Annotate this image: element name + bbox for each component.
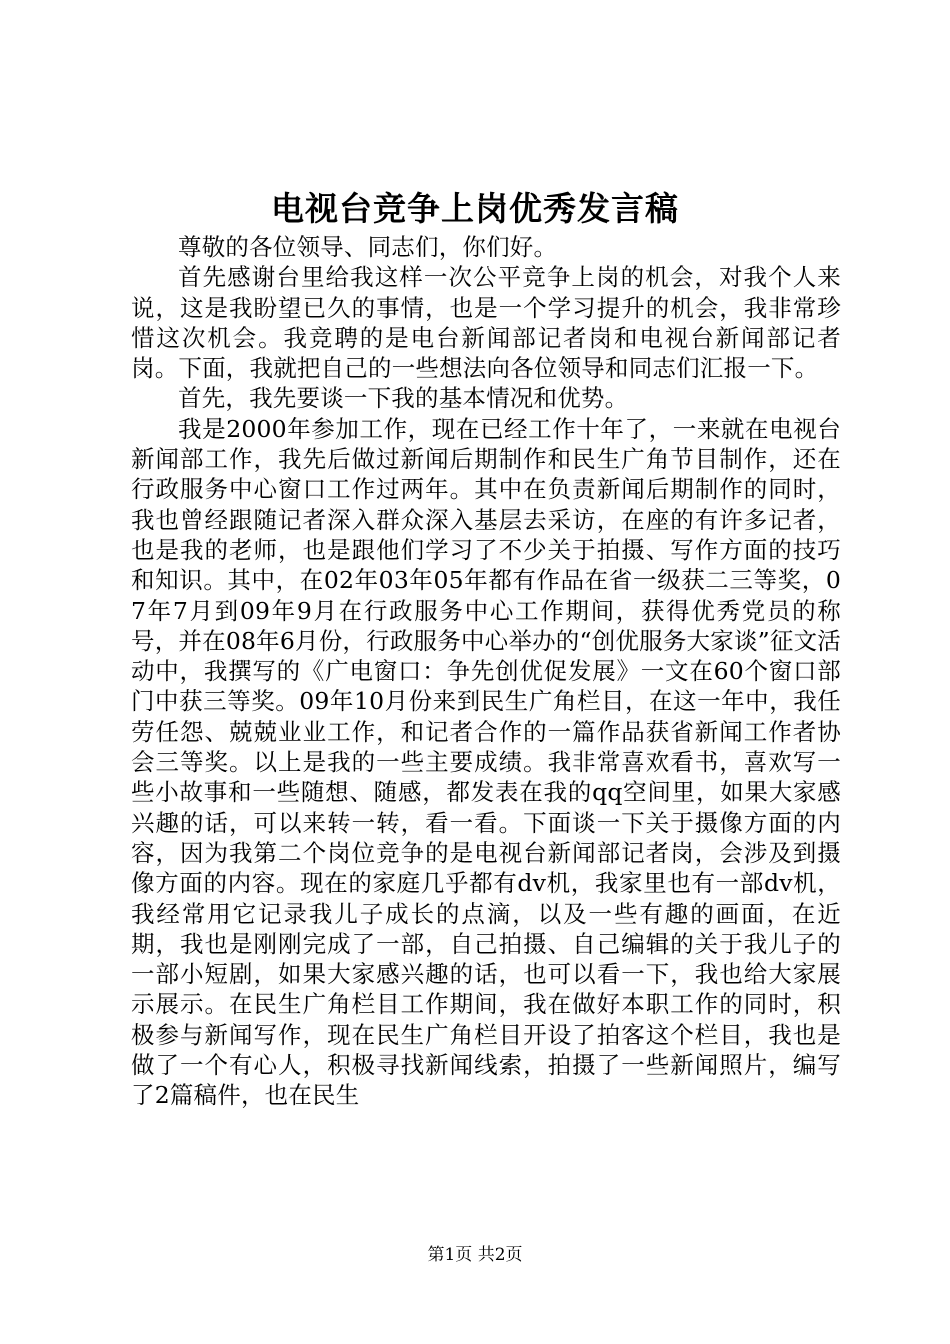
salutation-paragraph: 尊敬的各位领导、同志们，你们好。	[178, 233, 558, 261]
document-body	[131, 232, 841, 1111]
body-paragraph: 我是2000年参加工作，现在已经工作十年了，一来就在电视台新闻部工作，我先后做过新闻后期制作和民生广角节目制作，还在行政服务中心窗口工作过两年。其中在负责新闻后期制作的同时，我也曾经跟随记者深入群众深入基层去采访，在座的有许多记者，也是我的老师，也是跟他们学习了不少关于拍摄、写作方面的技巧和知识。其中，在02年03年05年都有作品在省一级获二三等奖，07年7月到09年9月在行政服务中心工作期间，获得优秀党员的称号，并在08年6月份，行政服务中心举办的“创优服务大家谈”征文活动中，我撰写的《广电窗口：争先创优促发展》一文在60个窗口部门中获三等奖。09年10月份来到民生广角栏目，在这一年中，我任劳任怨、兢兢业业工作，和记者合作的一篇作品获省新闻工作者协会三等奖。以上是我的一些主要成绩。我非常喜欢看书，喜欢写一些小故事和一些随想、随感，都发表在我的qq空间里，如果大家感兴趣的话，可以来转一转，看一看。下面谈一下关于摄像方面的内容，因为我第二个岗位竞争的是电视台新闻部记者岗，会涉及到摄像方面的内容。现在的家庭几乎都有dv机，我家里也有一部dv机，我经常用它记录我儿子成长的点滴，以及一些有趣的画面，在近期，我也是刚刚完成了一部，自己拍摄、自己编辑的关于我儿子的一部小短剧，如果大家感兴趣的话，也可以看一下，我也给大家展示展示。在民生广角栏目工作期间，我在做好本职工作的同时，积极参与新闻写作，现在民生广角栏目开设了拍客这个栏目，我也是做了一个有心人，积极寻找新闻线索，拍摄了一些新闻照片，编写了2篇稿件，也在民生	[131, 414, 841, 1110]
document-title: 电视台竞争上岗优秀发言稿	[271, 189, 679, 228]
page-number-footer: 第1页 共2页	[427, 1245, 523, 1265]
body-paragraph: 首先，我先要谈一下我的基本情况和优势。	[178, 384, 629, 413]
body-paragraph: 首先感谢台里给我这样一次公平竞争上岗的机会，对我个人来说，这是我盼望已久的事情，也是一个学习提升的机会，我非常珍惜这次机会。我竞聘的是电台新闻部记者岗和电视台新闻部记者岗。下面，我就把自己的一些想法向各位领导和同志们汇报一下。	[131, 263, 841, 383]
